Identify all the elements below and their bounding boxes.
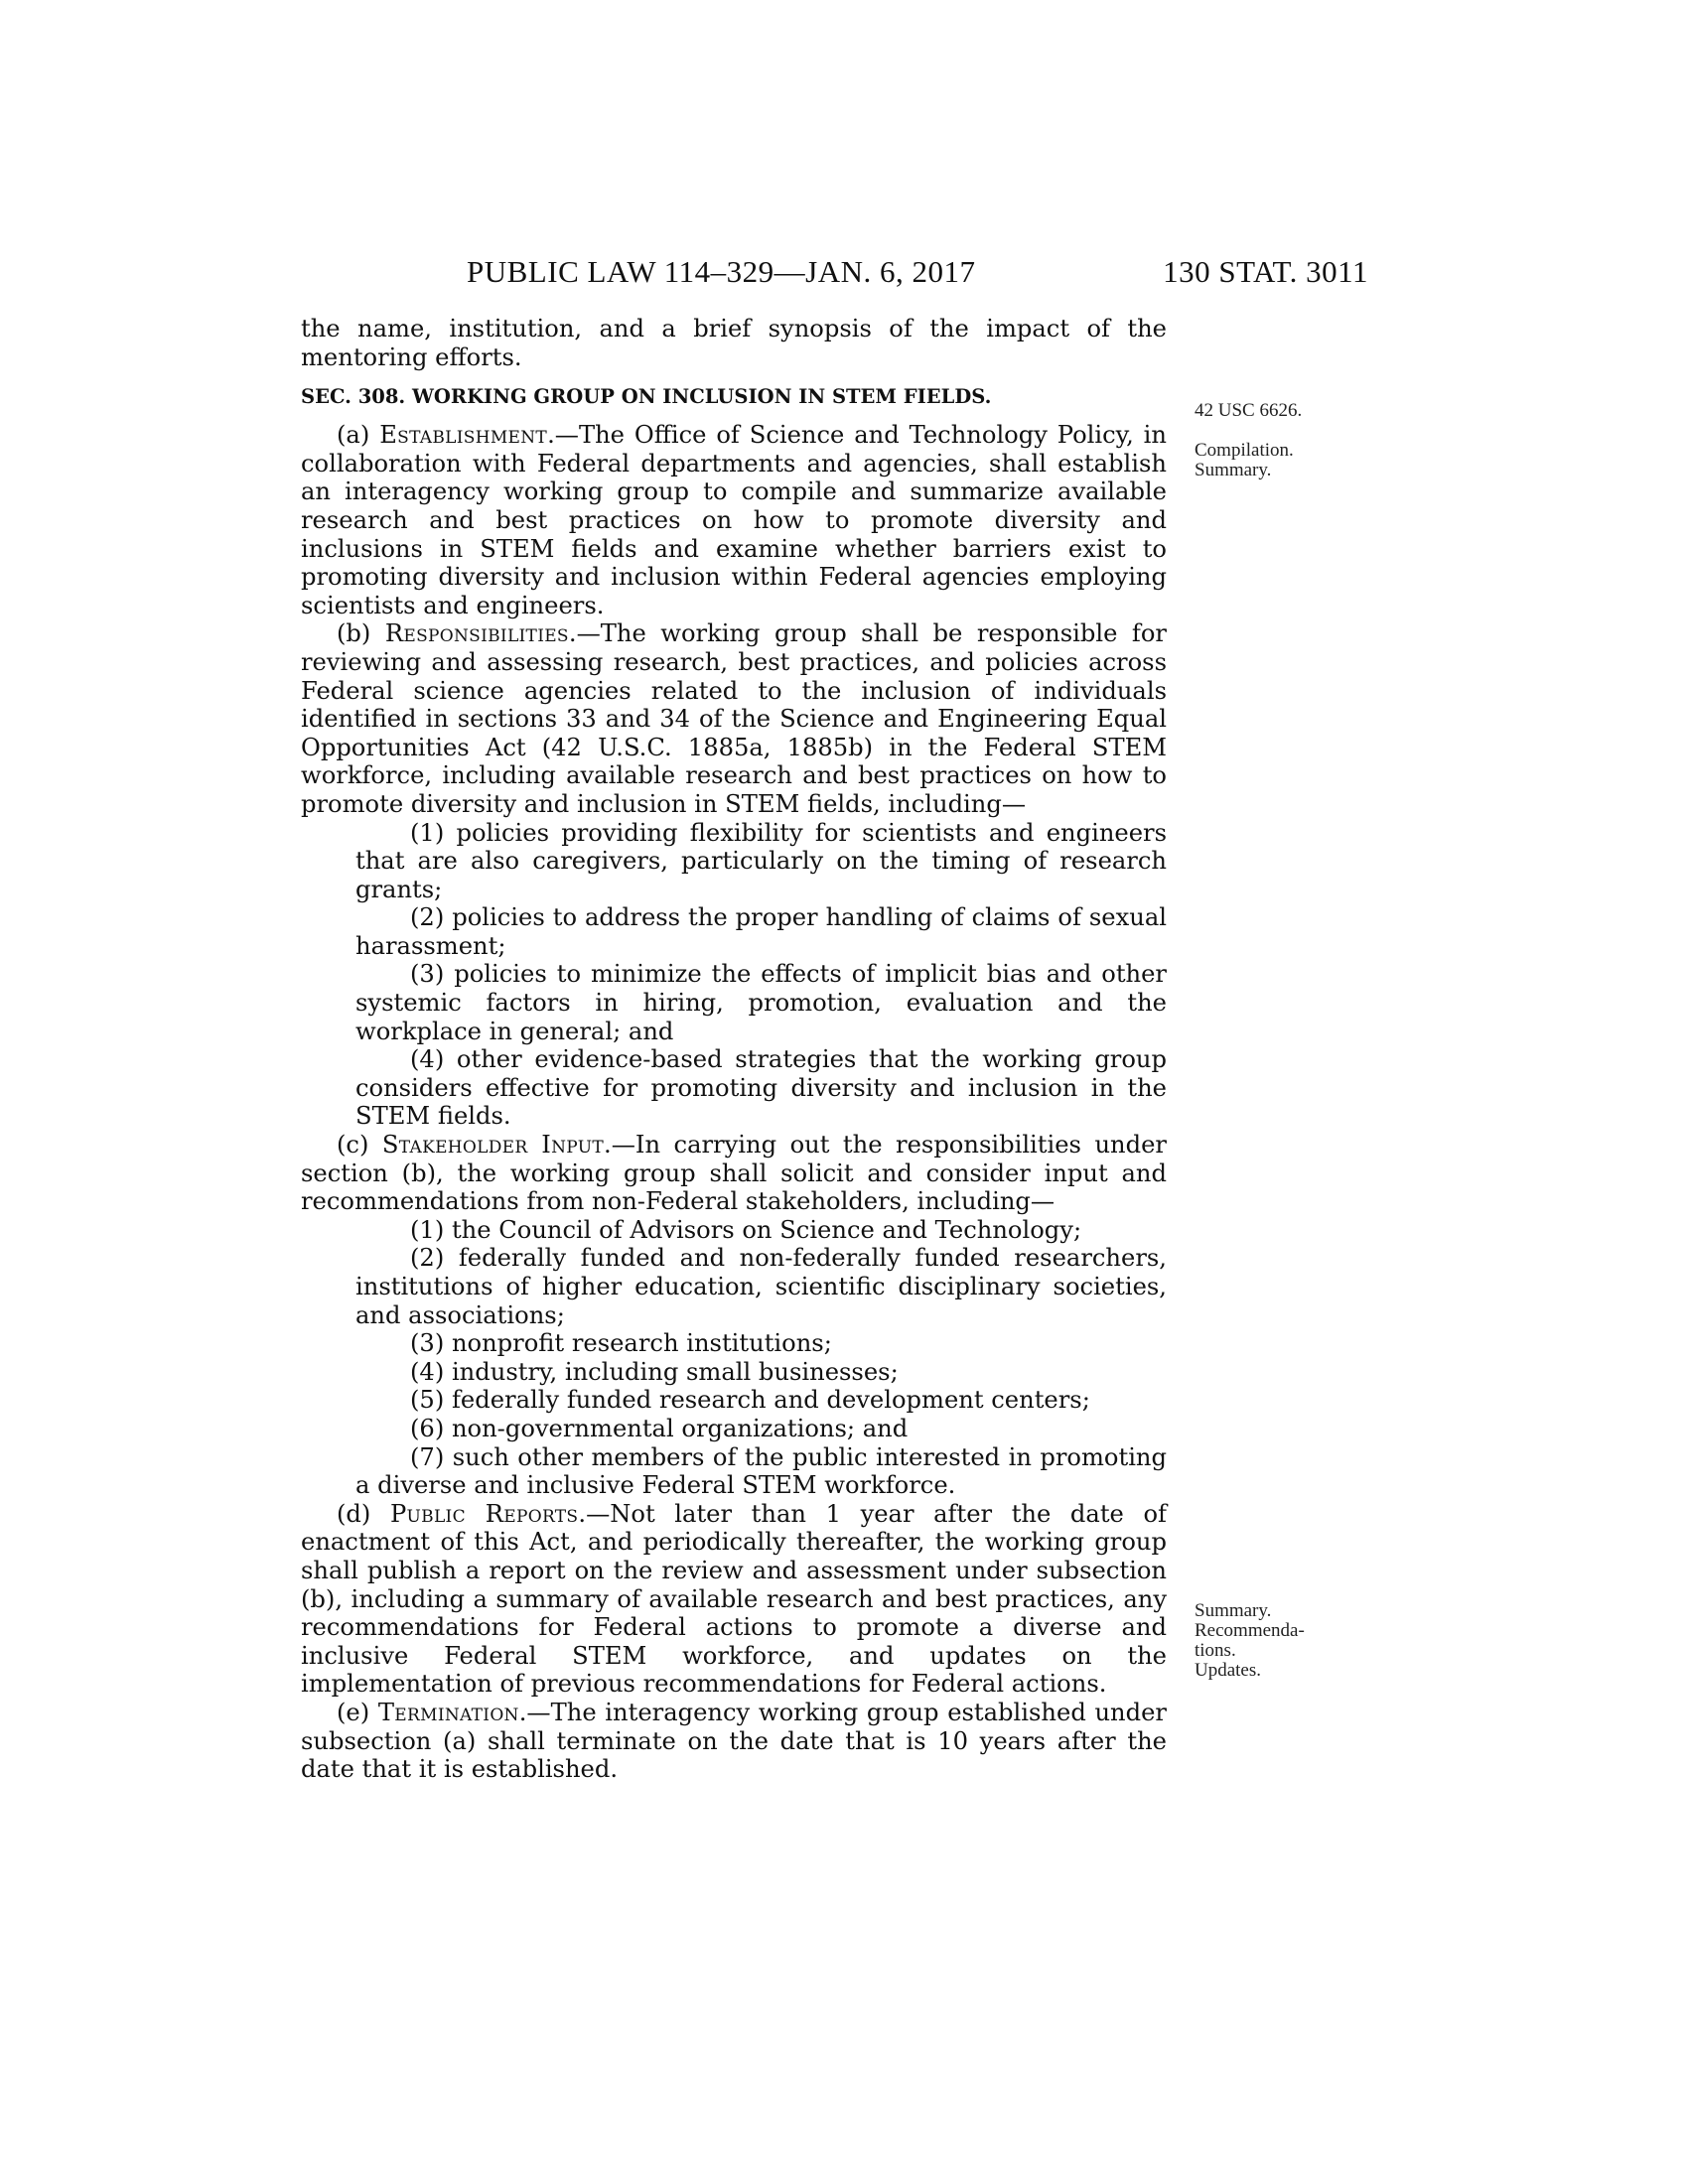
- subsection-c-text: .—In carrying out the responsibilities under section (b), the working group shall solicit and consider input and recommendations from non-Federal stakeholders, including—: [301, 1131, 1167, 1216]
- subsection-e-text: .—The interagency working group established under subsection (a) shall terminate on the date that is 10 years after the date that it is established.: [301, 1698, 1167, 1784]
- subsection-b-text: .—The working group shall be responsible for reviewing and assessing research, best practices, and policies across Federal science agencies related to the inclusion of individuals identified in sections 33 and 34 of the Science and Engineering Equal Opportunities Act (42 U.S.C. 1885a, 1885b) in the Federal STEM workforce, including available research and best practices on how to promote diversity and inclusion in STEM fields, including—: [301, 619, 1167, 818]
- subsection-e-number: (e): [337, 1698, 370, 1726]
- subsection-d-number: (d): [337, 1499, 371, 1528]
- subsection-a-heading: Establishment: [379, 421, 548, 450]
- subsection-d-heading: Public Reports: [389, 1499, 579, 1528]
- margin-note-recommendations-cont: tions.: [1195, 1640, 1236, 1661]
- margin-note-subsection-d: [1195, 1601, 1305, 1681]
- subsection-c: [301, 1131, 1167, 1216]
- subsection-c-item: (1) the Council of Advisors on Science and Technology;: [410, 1215, 1082, 1244]
- body-text: [301, 315, 1167, 1784]
- subsection-c-item: (7) such other members of the public interested in promoting a diverse and inclusive Federal STEM workforce.: [355, 1442, 1167, 1500]
- margin-note-usc: [1195, 401, 1302, 421]
- margin-note-subsection-a: [1195, 441, 1294, 480]
- subsection-b-item: (1) policies providing flexibility for scientists and engineers that are also caregivers, particularly on the timing of research grants;: [355, 818, 1167, 903]
- subsection-b: [301, 619, 1167, 818]
- margin-note-summary: Summary.: [1195, 460, 1272, 480]
- margin-note-usc-text: 42 USC 6626.: [1195, 400, 1303, 421]
- subsection-b-item: (3) policies to minimize the effects of implicit bias and other systemic factors in hiring, promotion, evaluation and the workplace in general; and: [355, 960, 1167, 1045]
- section-heading: SEC. 308. WORKING GROUP ON INCLUSION IN STEM FIELDS.: [301, 385, 992, 409]
- subsection-e: [301, 1699, 1167, 1784]
- margin-note-recommendations: Recommenda-: [1195, 1620, 1305, 1641]
- subsection-c-item: (5) federally funded research and development centers;: [410, 1386, 1090, 1415]
- statute-citation: 130 STAT. 3011: [1163, 254, 1368, 289]
- margin-note-compilation: Compilation.: [1195, 440, 1294, 461]
- subsection-a-text: .—The Office of Science and Technology Policy, in collaboration with Federal departments and agencies, shall establish an interagency working group to compile and summarize available research and best practices on how to promote diversity and inclusions in STEM fields and examine whether barriers exist to promoting diversity and inclusion within Federal agencies employing scientists and engineers.: [301, 421, 1167, 619]
- subsection-c-heading: Stakeholder Input: [381, 1131, 605, 1160]
- subsection-d-text: .—Not later than 1 year after the date of enactment of this Act, and periodically thereafter, the working group shall publish a report on the review and assessment under subsection (b), including a summary of available research and best practices, any recommendations for Federal actions to promote a diverse and inclusive Federal STEM workforce, and updates on the implementation of previous recommendations for Federal actions.: [301, 1499, 1167, 1699]
- margin-note-summary-d: Summary.: [1195, 1600, 1272, 1621]
- subsection-b-heading: Responsibilities: [384, 619, 569, 648]
- subsection-b-number: (b): [337, 619, 371, 648]
- subsection-b-item: (4) other evidence-based strategies that the working group considers effective for promoting diversity and inclusion in the STEM fields.: [355, 1045, 1167, 1131]
- subsection-e-heading: Termination: [377, 1698, 519, 1726]
- subsection-c-item: (3) nonprofit research institutions;: [410, 1329, 832, 1358]
- continuation-paragraph: the name, institution, and a brief synopsis of the impact of the mentoring efforts.: [301, 315, 1167, 371]
- subsection-a: [301, 421, 1167, 619]
- subsection-b-item: (2) policies to address the proper handling of claims of sexual harassment;: [355, 903, 1167, 960]
- subsection-c-number: (c): [337, 1131, 369, 1160]
- subsection-c-item: (4) industry, including small businesses;: [410, 1357, 899, 1386]
- running-head: PUBLIC LAW 114–329—JAN. 6, 2017: [467, 254, 976, 289]
- subsection-c-item: (2) federally funded and non-federally funded researchers, institutions of higher education, scientific disciplinary societies, and associations;: [355, 1244, 1167, 1329]
- subsection-c-item: (6) non-governmental organizations; and: [410, 1414, 909, 1442]
- margin-note-updates: Updates.: [1195, 1660, 1262, 1681]
- subsection-d: [301, 1500, 1167, 1699]
- subsection-a-number: (a): [337, 421, 370, 450]
